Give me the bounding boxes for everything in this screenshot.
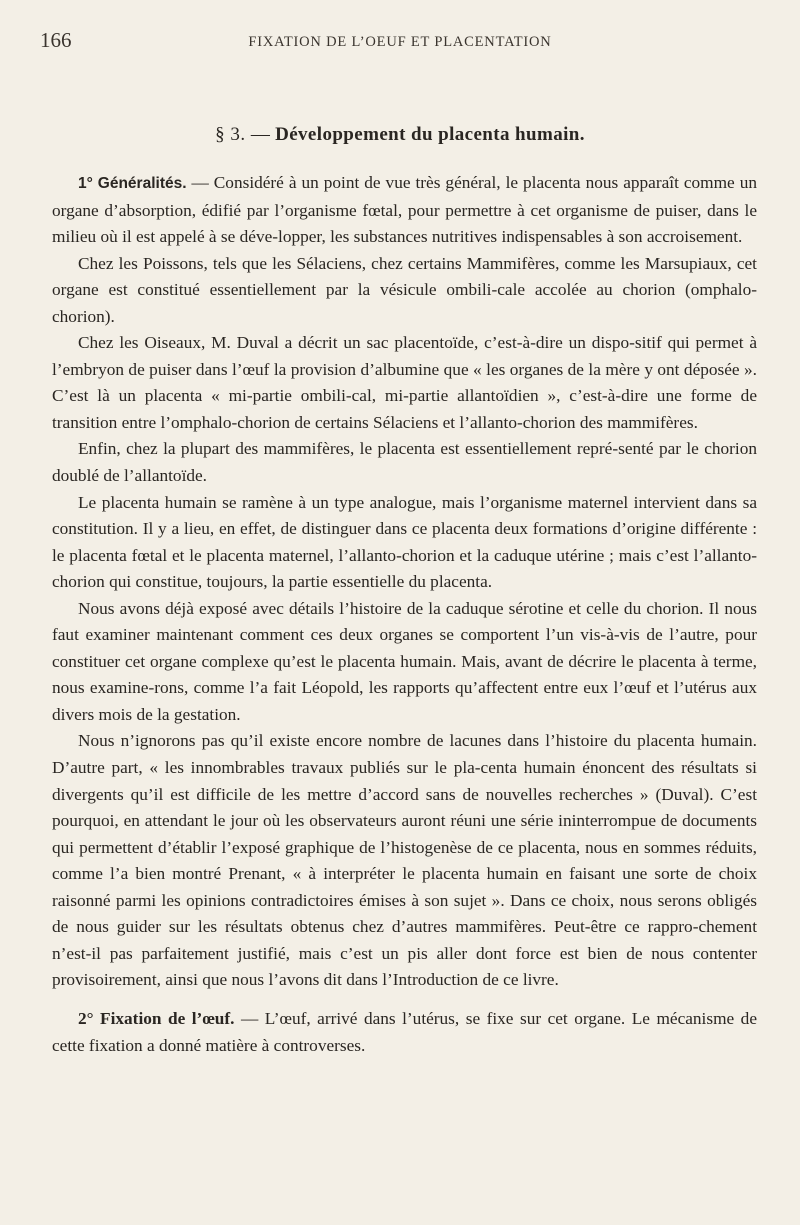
paragraph: Chez les Poissons, tels que les Sélaciens, chez certains Mammifères, comme les Marsupiaux, cet organe est constitué essentiellement par la vésicule ombili-cale accolée au chorion (omphalo-chorion).	[52, 253, 757, 326]
running-title: FIXATION DE L’OEUF ET PLACENTATION	[248, 34, 552, 50]
body-text	[52, 170, 757, 1059]
section-number: § 3. —	[215, 124, 271, 145]
page-header	[40, 28, 760, 58]
subheading-fixation: 2° Fixation de l’œuf.	[78, 1008, 235, 1028]
paragraph-generalites	[52, 170, 757, 251]
paragraph: Nous avons déjà exposé avec détails l’histoire de la caduque sérotine et celle du chorion. Il nous faut examiner maintenant comment ces deux organes se comportent l’un vis-à-vis de l’autre, pour constituer cet organe complexe qu’est le placenta humain. Mais, avant de décrire le placenta à terme, nous examine-rons, comme l’a fait Léopold, les rapports qu’affectent entre eux l’œuf et l’utérus aux divers mois de la gestation.	[52, 598, 757, 724]
paragraph: Le placenta humain se ramène à un type analogue, mais l’organisme maternel intervient dans sa constitution. Il y a lieu, en effet, de distinguer dans ce placenta deux formations d’origine différente : le placenta fœtal et le placenta maternel, l’allanto-chorion et la caduque utérine ; mais c’est l’allanto-chorion qui constitue, toujours, la partie essentielle du placenta.	[52, 492, 757, 592]
paragraph-text: — L’œuf, arrivé dans l’utérus, se fixe sur cet organe. Le mécanisme de cette fixation a donné matière à controverses.	[52, 1008, 757, 1055]
paragraph: Enfin, chez la plupart des mammifères, le placenta est essentiellement repré-senté par le chorion doublé de l’allantoïde.	[52, 439, 757, 486]
paragraph: Nous n’ignorons pas qu’il existe encore nombre de lacunes dans l’histoire du placenta humain. D’autre part, « les innombrables travaux publiés sur le pla-centa humain énoncent des résultats si divergents qu’il est difficile de les mettre d’accord sans de nouvelles recherches » (Duval). C’est pourquoi, en attendant le jour où les observateurs auront réuni une série ininterrompue de documents qui permettent d’établir l’exposé graphique de l’histogenèse de ce placenta, nous en sommes réduits, comme l’a bien montré Prenant, « à interpréter le placenta humain en faisant une sorte de choix raisonné parmi les opinions contradictoires émises à son sujet ». Dans ce choix, nous serons obligés de nous guider sur les résultats obtenus chez d’autres mammifères. Peut-être ce rappro-chement n’est-il pas parfaitement justifié, mais c’est un pis aller dont force est bien de nous contenter provisoirement, ainsi que nous l’avons dit dans l’Introduction de ce livre.	[52, 731, 757, 990]
section-heading: Développement du placenta humain.	[275, 124, 585, 145]
paragraph-text: — Considéré à un point de vue très général, le placenta nous apparaît comme un organe d’absorption, édifié par l’organisme fœtal, pour permettre à cet organisme de puiser, dans le milieu où il est appelé à se déve-lopper, les substances nutritives indispensables à son accroisement.	[52, 173, 757, 247]
paragraph-fixation	[52, 1006, 757, 1059]
subheading-generalites: 1° Généralités.	[78, 175, 187, 192]
paragraph: Chez les Oiseaux, M. Duval a décrit un sac placentoïde, c’est-à-dire un dispo-sitif qui permet à l’embryon de puiser dans l’œuf la provision d’albumine que « les organes de la mère y ont déposée ». C’est là un placenta « mi-partie ombili-cal, mi-partie allantoïdien », c’est-à-dire une forme de transition entre l’omphalo-chorion de certains Sélaciens et l’allanto-chorion des mammifères.	[52, 333, 757, 432]
page-number: 166	[40, 28, 72, 52]
section-title	[0, 124, 800, 146]
